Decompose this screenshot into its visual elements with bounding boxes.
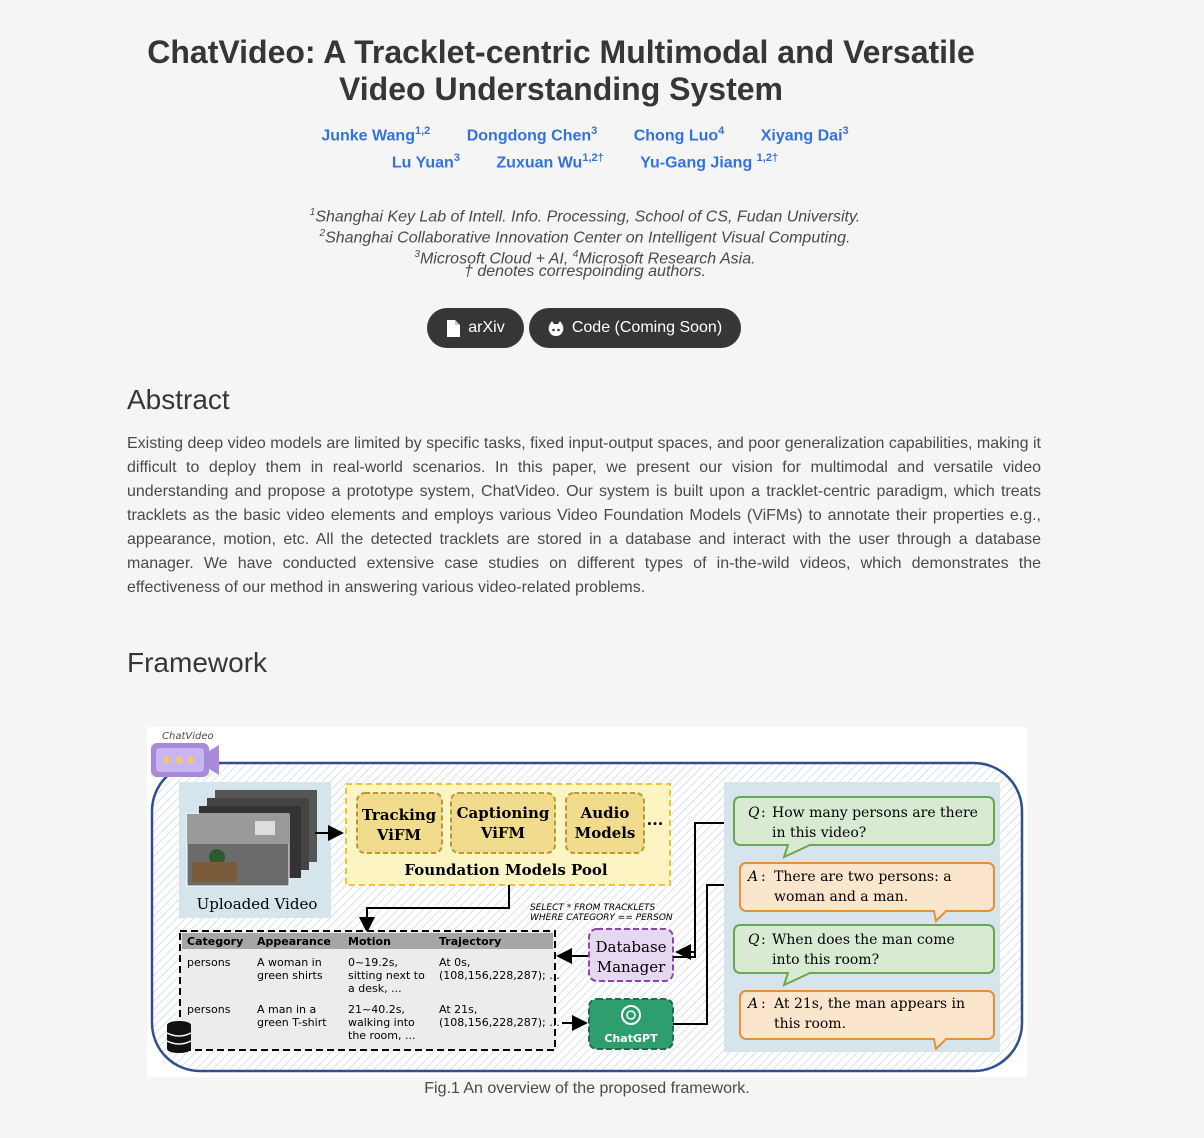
sql-query-line-1: SELECT * FROM TRACKLETS — [530, 903, 656, 913]
authors-row-1 — [0, 125, 1170, 145]
svg-text:in this video?: in this video? — [772, 825, 867, 841]
svg-text:There are two persons: a: There are two persons: a — [774, 869, 952, 885]
svg-text:green shirts: green shirts — [257, 969, 323, 982]
svg-text:21~40.2s,: 21~40.2s, — [348, 1003, 405, 1016]
svg-text:the room, ...: the room, ... — [348, 1029, 416, 1042]
author-link[interactable]: Chong Luo$^4$ — [633, 125, 725, 145]
svg-text:At 21s, the man appears in: At 21s, the man appears in — [774, 996, 966, 1012]
sql-query-line-2: WHERE CATEGORY == PERSON — [530, 913, 673, 923]
svg-text:ViFM: ViFM — [480, 824, 526, 842]
svg-text:0~19.2s,: 0~19.2s, — [348, 956, 398, 969]
svg-text:walking into: walking into — [348, 1016, 415, 1029]
svg-text:Manager: Manager — [596, 958, 666, 976]
svg-text::: : — [761, 869, 766, 885]
svg-text:woman and a man.: woman and a man. — [774, 889, 909, 905]
svg-text::: : — [761, 996, 766, 1012]
code-button[interactable] — [529, 308, 741, 348]
author-link[interactable]: Lu Yuan$^3$ — [391, 152, 460, 172]
framework-figure — [147, 727, 1027, 1077]
database-manager — [589, 929, 673, 981]
svg-text:At 0s,: At 0s, — [439, 956, 471, 969]
tracklet-table — [180, 931, 560, 1050]
svg-text:Models: Models — [574, 824, 636, 842]
database-icon — [167, 1021, 191, 1053]
svg-text:(108,156,228,287); ...: (108,156,228,287); ... — [439, 1016, 560, 1029]
svg-text:Motion: Motion — [348, 935, 391, 948]
arxiv-button[interactable] — [427, 308, 524, 348]
svg-text:ChatVideo: ChatVideo — [162, 731, 214, 742]
svg-text:(108,156,228,287); ...: (108,156,228,287); ... — [439, 969, 560, 982]
svg-text:Database: Database — [595, 938, 667, 956]
github-icon — [548, 321, 564, 336]
svg-text:A man in a: A man in a — [257, 1003, 317, 1016]
affiliation: $^1$Shanghai Key Lab of Intell. Info. Processing, School of CS, Fudan University. — [309, 207, 861, 226]
svg-text:A woman in: A woman in — [257, 956, 322, 969]
svg-text::: : — [761, 932, 766, 948]
author-link[interactable]: Zuxuan $Wu^{1,2\dagger}$ — [496, 152, 604, 172]
svg-text:ViFM: ViFM — [376, 826, 422, 844]
svg-text:Q: Q — [748, 932, 760, 948]
svg-text:When does the man come: When does the man come — [772, 932, 955, 948]
page-title — [0, 34, 1122, 108]
title-line-1: ChatVideo: A Tracklet-centric Multimodal and Versatile — [147, 34, 975, 70]
pool-label: Foundation Models Pool — [404, 861, 608, 879]
svg-text:Trajectory: Trajectory — [439, 935, 502, 948]
svg-text:into this room?: into this room? — [772, 952, 880, 968]
svg-text:ChatGPT: ChatGPT — [604, 1032, 658, 1045]
svg-text:A: A — [748, 996, 759, 1012]
abstract-heading: Abstract — [127, 384, 230, 415]
file-icon — [446, 320, 460, 337]
svg-text:green T-shirt: green T-shirt — [257, 1016, 327, 1029]
svg-text:Category: Category — [187, 935, 244, 948]
svg-text:a desk, ...: a desk, ... — [348, 982, 402, 995]
corresponding-note: † denotes correspoinding authors. — [464, 263, 706, 280]
code-label: Code (Coming Soon) — [571, 319, 723, 336]
author-link[interactable]: Junke Wang$^{1,2}$ — [321, 125, 431, 145]
arxiv-label: arXiv — [468, 319, 505, 336]
svg-text:persons: persons — [187, 956, 231, 969]
title-line-2: Video Understanding System — [339, 71, 783, 107]
svg-text::: : — [761, 805, 766, 821]
svg-text:Appearance: Appearance — [257, 935, 331, 948]
author-link[interactable]: Xiyang Dai$^3$ — [760, 125, 849, 145]
foundation-models-pool — [346, 784, 670, 885]
framework-heading: Framework — [127, 647, 268, 678]
svg-text:How many persons are there: How many persons are there — [772, 805, 978, 821]
svg-text:...: ... — [646, 810, 664, 829]
uploaded-video-label: Uploaded Video — [196, 895, 318, 913]
affiliation: $^3$Microsoft Cloud + AI, $^4$Microsoft Research Asia. — [414, 249, 756, 268]
svg-text:Tracking: Tracking — [361, 806, 437, 824]
author-link[interactable]: Yu-Gang Jiang $^{1,2\dagger}$ — [640, 152, 779, 172]
svg-text:sitting next to: sitting next to — [348, 969, 425, 982]
chatvideo-logo — [151, 731, 219, 777]
svg-text:persons: persons — [187, 1003, 231, 1016]
affiliation: $^2$Shanghai Collaborative Innovation Center on Intelligent Visual Computing. — [319, 228, 851, 247]
svg-text:Captioning: Captioning — [456, 804, 550, 822]
abstract-text: Existing deep video models are limited by specific tasks, fixed input-output spaces, and poor generalization capabilities, making it difficult to deploy them in real-world scenarios. In this paper, we present our vision for multimodal and versatile video understanding and propose a prototype system, ChatVideo. Our system is built upon a tracklet-centric paradigm, which treats tracklets as the basic video elements and employs various Video Foundation Models (ViFMs) to annotate their properties e.g., appearance, motion, etc. All the detected tracklets are stored in a database and interact with the user through a database manager. We have conducted extensive case studies on different types of in-the-wild videos, which demonstrates the effectiveness of our method in answering various video-related problems. — [127, 435, 1041, 596]
svg-text:this room.: this room. — [774, 1016, 847, 1032]
author-link[interactable]: Dongdong Chen$^3$ — [466, 125, 598, 145]
svg-text:Audio: Audio — [580, 804, 630, 822]
authors-row-2 — [0, 152, 1170, 172]
svg-text:A: A — [748, 869, 759, 885]
figure-caption: Fig.1 An overview of the proposed framework. — [424, 1080, 750, 1097]
chatgpt-box — [589, 999, 673, 1049]
svg-text:At 21s,: At 21s, — [439, 1003, 478, 1016]
svg-text:Q: Q — [748, 805, 760, 821]
uploaded-video-panel — [179, 782, 331, 918]
